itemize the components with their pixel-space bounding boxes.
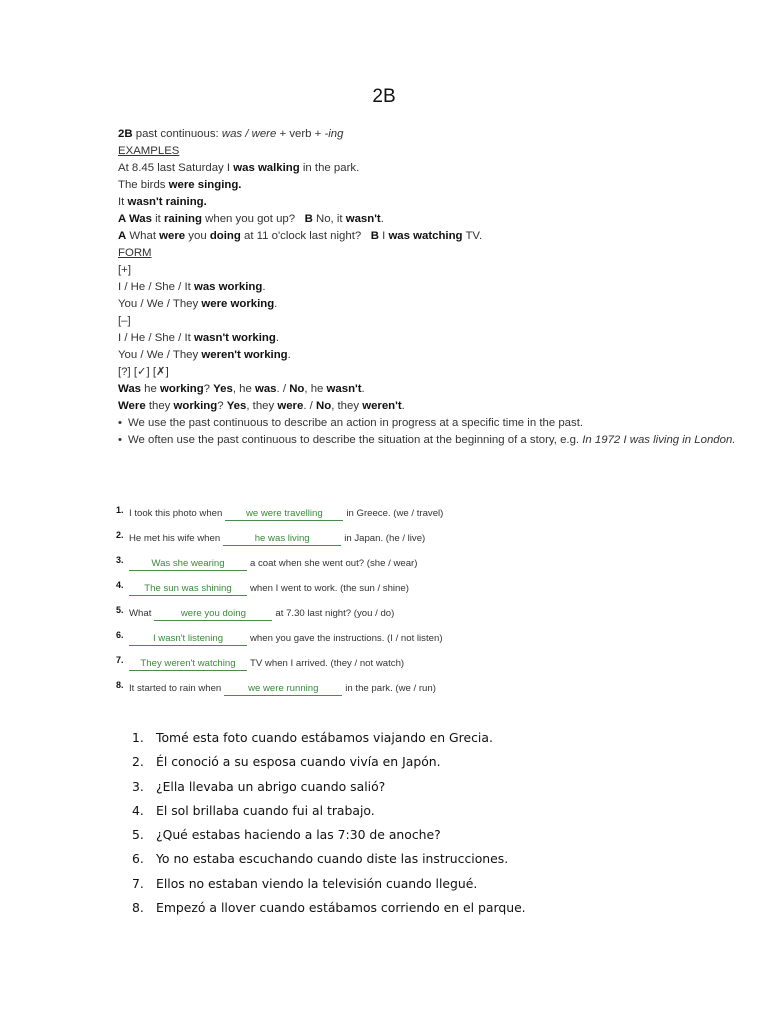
ex4-c: it [151, 213, 164, 225]
ex2-a: The birds [118, 179, 169, 191]
q2-j: , they [331, 400, 363, 412]
page-title: 2B [372, 86, 396, 107]
ex2-b: were singing. [168, 179, 242, 191]
exercise-after: at 7.30 last night? (you / do) [275, 608, 395, 619]
q2-h: . / [303, 400, 316, 412]
ex5-g: B [370, 230, 379, 242]
translation-text: ¿Ella llevaba un abrigo cuando salió? [156, 778, 386, 794]
exercise-number: 8. [116, 680, 124, 690]
exercise-number: 4. [116, 580, 124, 590]
exercise-after: when I went to work. (the sun / shine) [250, 583, 409, 594]
ex3-a: It [118, 196, 128, 208]
exercise-after: when you gave the instructions. (I / not listen) [250, 633, 443, 644]
q1-c: working [160, 383, 204, 395]
exercise-before: He met his wife when [129, 533, 221, 544]
exercise-answer[interactable]: They weren't watching [129, 658, 247, 671]
exercise-row-2 [116, 530, 576, 558]
exercise-answer[interactable]: we were running [224, 683, 342, 696]
examples-label: EXAMPLES [118, 145, 180, 157]
translation-item-2 [128, 754, 648, 778]
ex1-b: was walking [233, 162, 300, 174]
bullet2-a: We often use the past continuous to describe the situation at the beginning of a story, e.g. [128, 434, 583, 446]
pos1-a: I / He / She / It [118, 281, 194, 293]
q1-b: he [141, 383, 160, 395]
translation-text: Yo no estaba escuchando cuando diste las instrucciones. [156, 851, 509, 867]
exercise-row-8 [116, 680, 576, 708]
neg1-c: . [275, 332, 279, 344]
q1-a: Was [118, 383, 141, 395]
positive-1 [118, 279, 568, 296]
q2-a: Were [118, 400, 146, 412]
example-3 [118, 194, 568, 211]
neg2-c: . [287, 349, 291, 361]
exercise-number: 5. [116, 605, 124, 615]
ex1-c: in the park. [299, 162, 360, 174]
exercise-row-5 [116, 605, 576, 633]
exercise-answer[interactable]: we were travelling [225, 508, 343, 521]
exercise-after: in Japan. (he / live) [344, 533, 426, 544]
pos2-c: . [274, 298, 278, 310]
negative-marker: [–] [118, 315, 131, 327]
question-2 [118, 398, 568, 415]
translation-text: Empezó a llover cuando estábamos corriendo en el parque. [156, 900, 526, 916]
translation-number: 3. [132, 778, 144, 794]
exercise-row-6 [116, 630, 576, 658]
question-marker: [?] [✓] [✗] [118, 366, 169, 378]
q1-h: . / [276, 383, 290, 395]
ex5-j: TV. [462, 230, 483, 242]
exercise-answer[interactable]: were you doing [154, 608, 272, 621]
q1-k: wasn't [326, 383, 362, 395]
example-1 [118, 160, 568, 177]
exercise-row-4 [116, 580, 576, 608]
question-1 [118, 381, 568, 398]
exercise-row-1 [116, 505, 576, 533]
heading-formula-2: + verb + [279, 128, 322, 140]
pos2-a: You / We / They [118, 298, 202, 310]
ex4-d: raining [164, 213, 202, 225]
ex4-a: A [118, 213, 129, 225]
translation-number: 5. [132, 827, 144, 843]
ex3-b: wasn't raining. [127, 196, 207, 208]
ex1-a: At 8.45 last Saturday I [118, 162, 234, 174]
translation-text: El sol brillaba cuando fui al trabajo. [156, 802, 375, 818]
q1-d: ? [203, 383, 214, 395]
ex5-d: you [185, 230, 210, 242]
ex5-i: was watching [388, 230, 463, 242]
q2-f: , they [246, 400, 278, 412]
heading-formula-3: -ing [324, 128, 344, 140]
ex5-h: I [378, 230, 389, 242]
translation-text: Él conoció a su esposa cuando vivía en Japón. [156, 754, 441, 770]
form-label: FORM [118, 247, 152, 259]
translation-text: ¿Qué estabas haciendo a las 7:30 de anoche? [156, 827, 441, 843]
ex4-i: . [380, 213, 384, 225]
translation-item-3 [128, 779, 648, 803]
q1-g: was [254, 383, 277, 395]
example-4 [118, 211, 568, 228]
exercise-answer[interactable]: he was living [223, 533, 341, 546]
translation-item-5 [128, 827, 648, 851]
q2-g: were [277, 400, 304, 412]
ex5-f: at 11 o'clock last night? [240, 230, 371, 242]
exercise-list [116, 505, 576, 708]
q1-i: No [289, 383, 305, 395]
exercise-number: 6. [116, 630, 124, 640]
exercise-answer[interactable]: Was she wearing [129, 558, 247, 571]
heading-rest: past continuous: [135, 128, 219, 140]
pos1-b: was working [193, 281, 263, 293]
translation-number: 8. [132, 900, 144, 916]
translation-text: Tomé esta foto cuando estábamos viajando en Grecia. [156, 730, 493, 745]
exercise-after: in Greece. (we / travel) [346, 508, 444, 519]
ex4-g: No, it [312, 213, 346, 225]
bullet-1: • We use the past continuous to describe an action in progress at a specific time in the past. [118, 415, 568, 432]
translation-number: 1. [132, 730, 144, 745]
exercise-answer[interactable]: I wasn't listening [129, 633, 247, 646]
ex4-f: B [304, 213, 313, 225]
exercise-before: It started to rain when [129, 683, 222, 694]
translation-text: Ellos no estaban viendo la televisión cuando llegué. [156, 875, 478, 891]
exercise-after: a coat when she went out? (she / wear) [250, 558, 418, 569]
translation-number: 6. [132, 851, 144, 867]
translation-number: 4. [132, 802, 144, 818]
q2-c: working [173, 400, 218, 412]
exercise-after: in the park. (we / run) [345, 683, 436, 694]
negative-1 [118, 330, 568, 347]
ex5-c: were [159, 230, 186, 242]
neg2-a: You / We / They [118, 349, 202, 361]
translation-item-6 [128, 851, 648, 875]
heading-code: 2B [118, 128, 133, 140]
pos1-c: . [262, 281, 266, 293]
exercise-number: 7. [116, 655, 124, 665]
translation-item-4 [128, 803, 648, 827]
exercise-before: I took this photo when [129, 508, 223, 519]
ex4-h: wasn't [345, 213, 381, 225]
positive-2 [118, 296, 568, 313]
q2-k: weren't [362, 400, 402, 412]
translation-number: 7. [132, 875, 144, 891]
q2-i: No [316, 400, 332, 412]
ex5-a: A [118, 230, 127, 242]
q2-e: Yes [226, 400, 247, 412]
exercise-number: 2. [116, 530, 124, 540]
neg1-b: wasn't working [193, 332, 276, 344]
q1-f: , he [232, 383, 255, 395]
exercise-answer[interactable]: The sun was shining [129, 583, 247, 596]
positive-marker: [+] [118, 264, 131, 276]
q2-d: ? [217, 400, 227, 412]
translation-number: 2. [132, 754, 144, 770]
pos2-b: were working [201, 298, 275, 310]
ex5-b: What [126, 230, 160, 242]
q2-b: they [145, 400, 174, 412]
q1-l: . [361, 383, 365, 395]
heading-formula-1: was / were [221, 128, 277, 140]
exercise-number: 3. [116, 555, 124, 565]
q1-j: , he [304, 383, 327, 395]
exercise-after: TV when I arrived. (they / not watch) [250, 658, 405, 669]
exercise-row-7 [116, 655, 576, 683]
exercise-row-3 [116, 555, 576, 583]
example-5 [118, 228, 568, 245]
bullet2-b: In 1972 I was living in London. [582, 434, 736, 446]
translation-item-7 [128, 876, 648, 900]
bullet-2 [118, 432, 736, 449]
negative-2 [118, 347, 568, 364]
q1-e: Yes [213, 383, 233, 395]
q2-l: . [401, 400, 405, 412]
translation-list [128, 730, 648, 924]
exercise-number: 1. [116, 505, 124, 515]
grammar-heading [118, 126, 568, 143]
ex5-e: doing [209, 230, 241, 242]
example-2 [118, 177, 568, 194]
translation-item-8 [128, 900, 648, 924]
neg2-b: weren't working [201, 349, 288, 361]
ex4-e: when you got up? [201, 213, 305, 225]
ex4-b: Was [128, 213, 152, 225]
translation-item-1 [128, 730, 648, 754]
exercise-before: What [129, 608, 152, 619]
grammar-box [118, 126, 736, 449]
neg1-a: I / He / She / It [118, 332, 194, 344]
